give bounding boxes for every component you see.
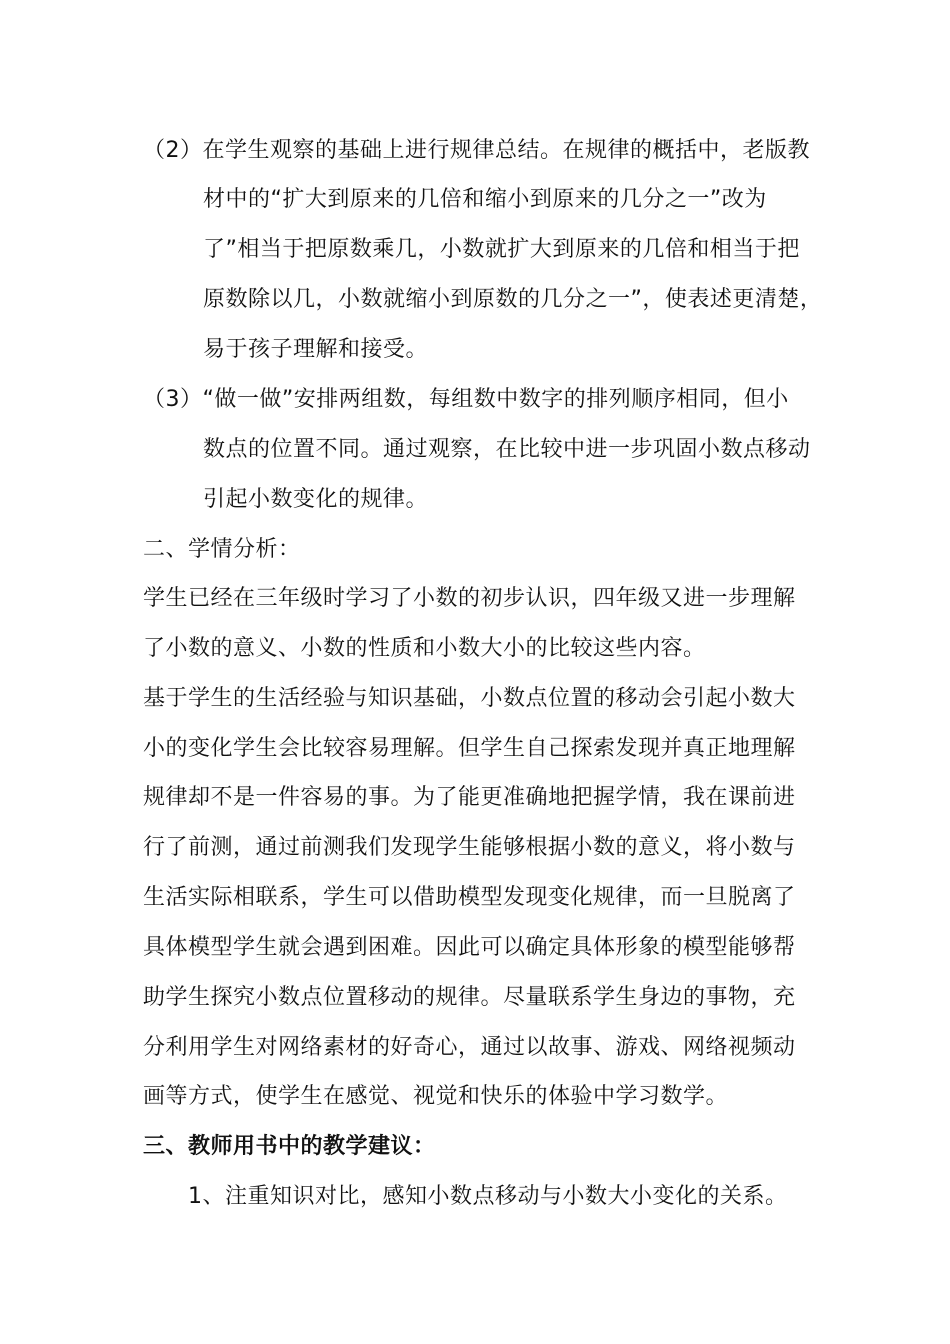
section2-para2-line-9: 画等方式，使学生在感觉、视觉和快乐的体验中学习数学。: [143, 1084, 729, 1109]
section2-para1-line-1: 学生已经在三年级时学习了小数的初步认识，四年级又进一步理解: [143, 586, 796, 611]
section2-para1-line-2: 了小数的意义、小数的性质和小数大小的比较这些内容。: [143, 636, 706, 661]
section2-para2-line-1: 基于学生的生活经验与知识基础，小数点位置的移动会引起小数大: [143, 686, 796, 711]
item2-line-4: 原数除以几，小数就缩小到原数的几分之一”，使表述更清楚，: [203, 287, 823, 312]
item3-line-2: 数点的位置不同。通过观察，在比较中进一步巩固小数点移动: [203, 437, 811, 462]
section2-para2-line-2: 小的变化学生会比较容易理解。但学生自己探索发现并真正地理解: [143, 736, 796, 761]
item3-line-1: （3）“做一做”安排两组数，每组数中数字的排列顺序相同，但小: [143, 387, 789, 412]
section2-para2-line-3: 规律却不是一件容易的事。为了能更准确地把握学情，我在课前进: [143, 785, 796, 810]
item2-line-3: 了”相当于把原数乘几，小数就扩大到原来的几倍和相当于把: [203, 237, 800, 262]
item2-line-1: （2）在学生观察的基础上进行规律总结。在规律的概括中，老版教: [143, 138, 810, 163]
section2-heading: 二、学情分析：: [143, 537, 301, 562]
section2-para2-line-6: 具体模型学生就会遇到困难。因此可以确定具体形象的模型能够帮: [143, 935, 796, 960]
item3-line-3: 引起小数变化的规律。: [203, 487, 429, 512]
section2-para2-line-4: 行了前测，通过前测我们发现学生能够根据小数的意义，将小数与: [143, 835, 796, 860]
section2-para2-line-5: 生活实际相联系，学生可以借助模型发现变化规律，而一旦脱离了: [143, 885, 796, 910]
section2-para2-line-8: 分利用学生对网络素材的好奇心，通过以故事、游戏、网络视频动: [143, 1035, 796, 1060]
section3-item1: 1、注重知识对比，感知小数点移动与小数大小变化的关系。: [188, 1184, 788, 1209]
section2-para2-line-7: 助学生探究小数点位置移动的规律。尽量联系学生身边的事物，充: [143, 985, 796, 1010]
item2-line-5: 易于孩子理解和接受。: [203, 337, 429, 362]
section3-heading: 三、教师用书中的教学建议：: [143, 1134, 436, 1159]
item2-line-2: 材中的“扩大到原来的几倍和缩小到原来的几分之一”改为: [203, 187, 767, 212]
